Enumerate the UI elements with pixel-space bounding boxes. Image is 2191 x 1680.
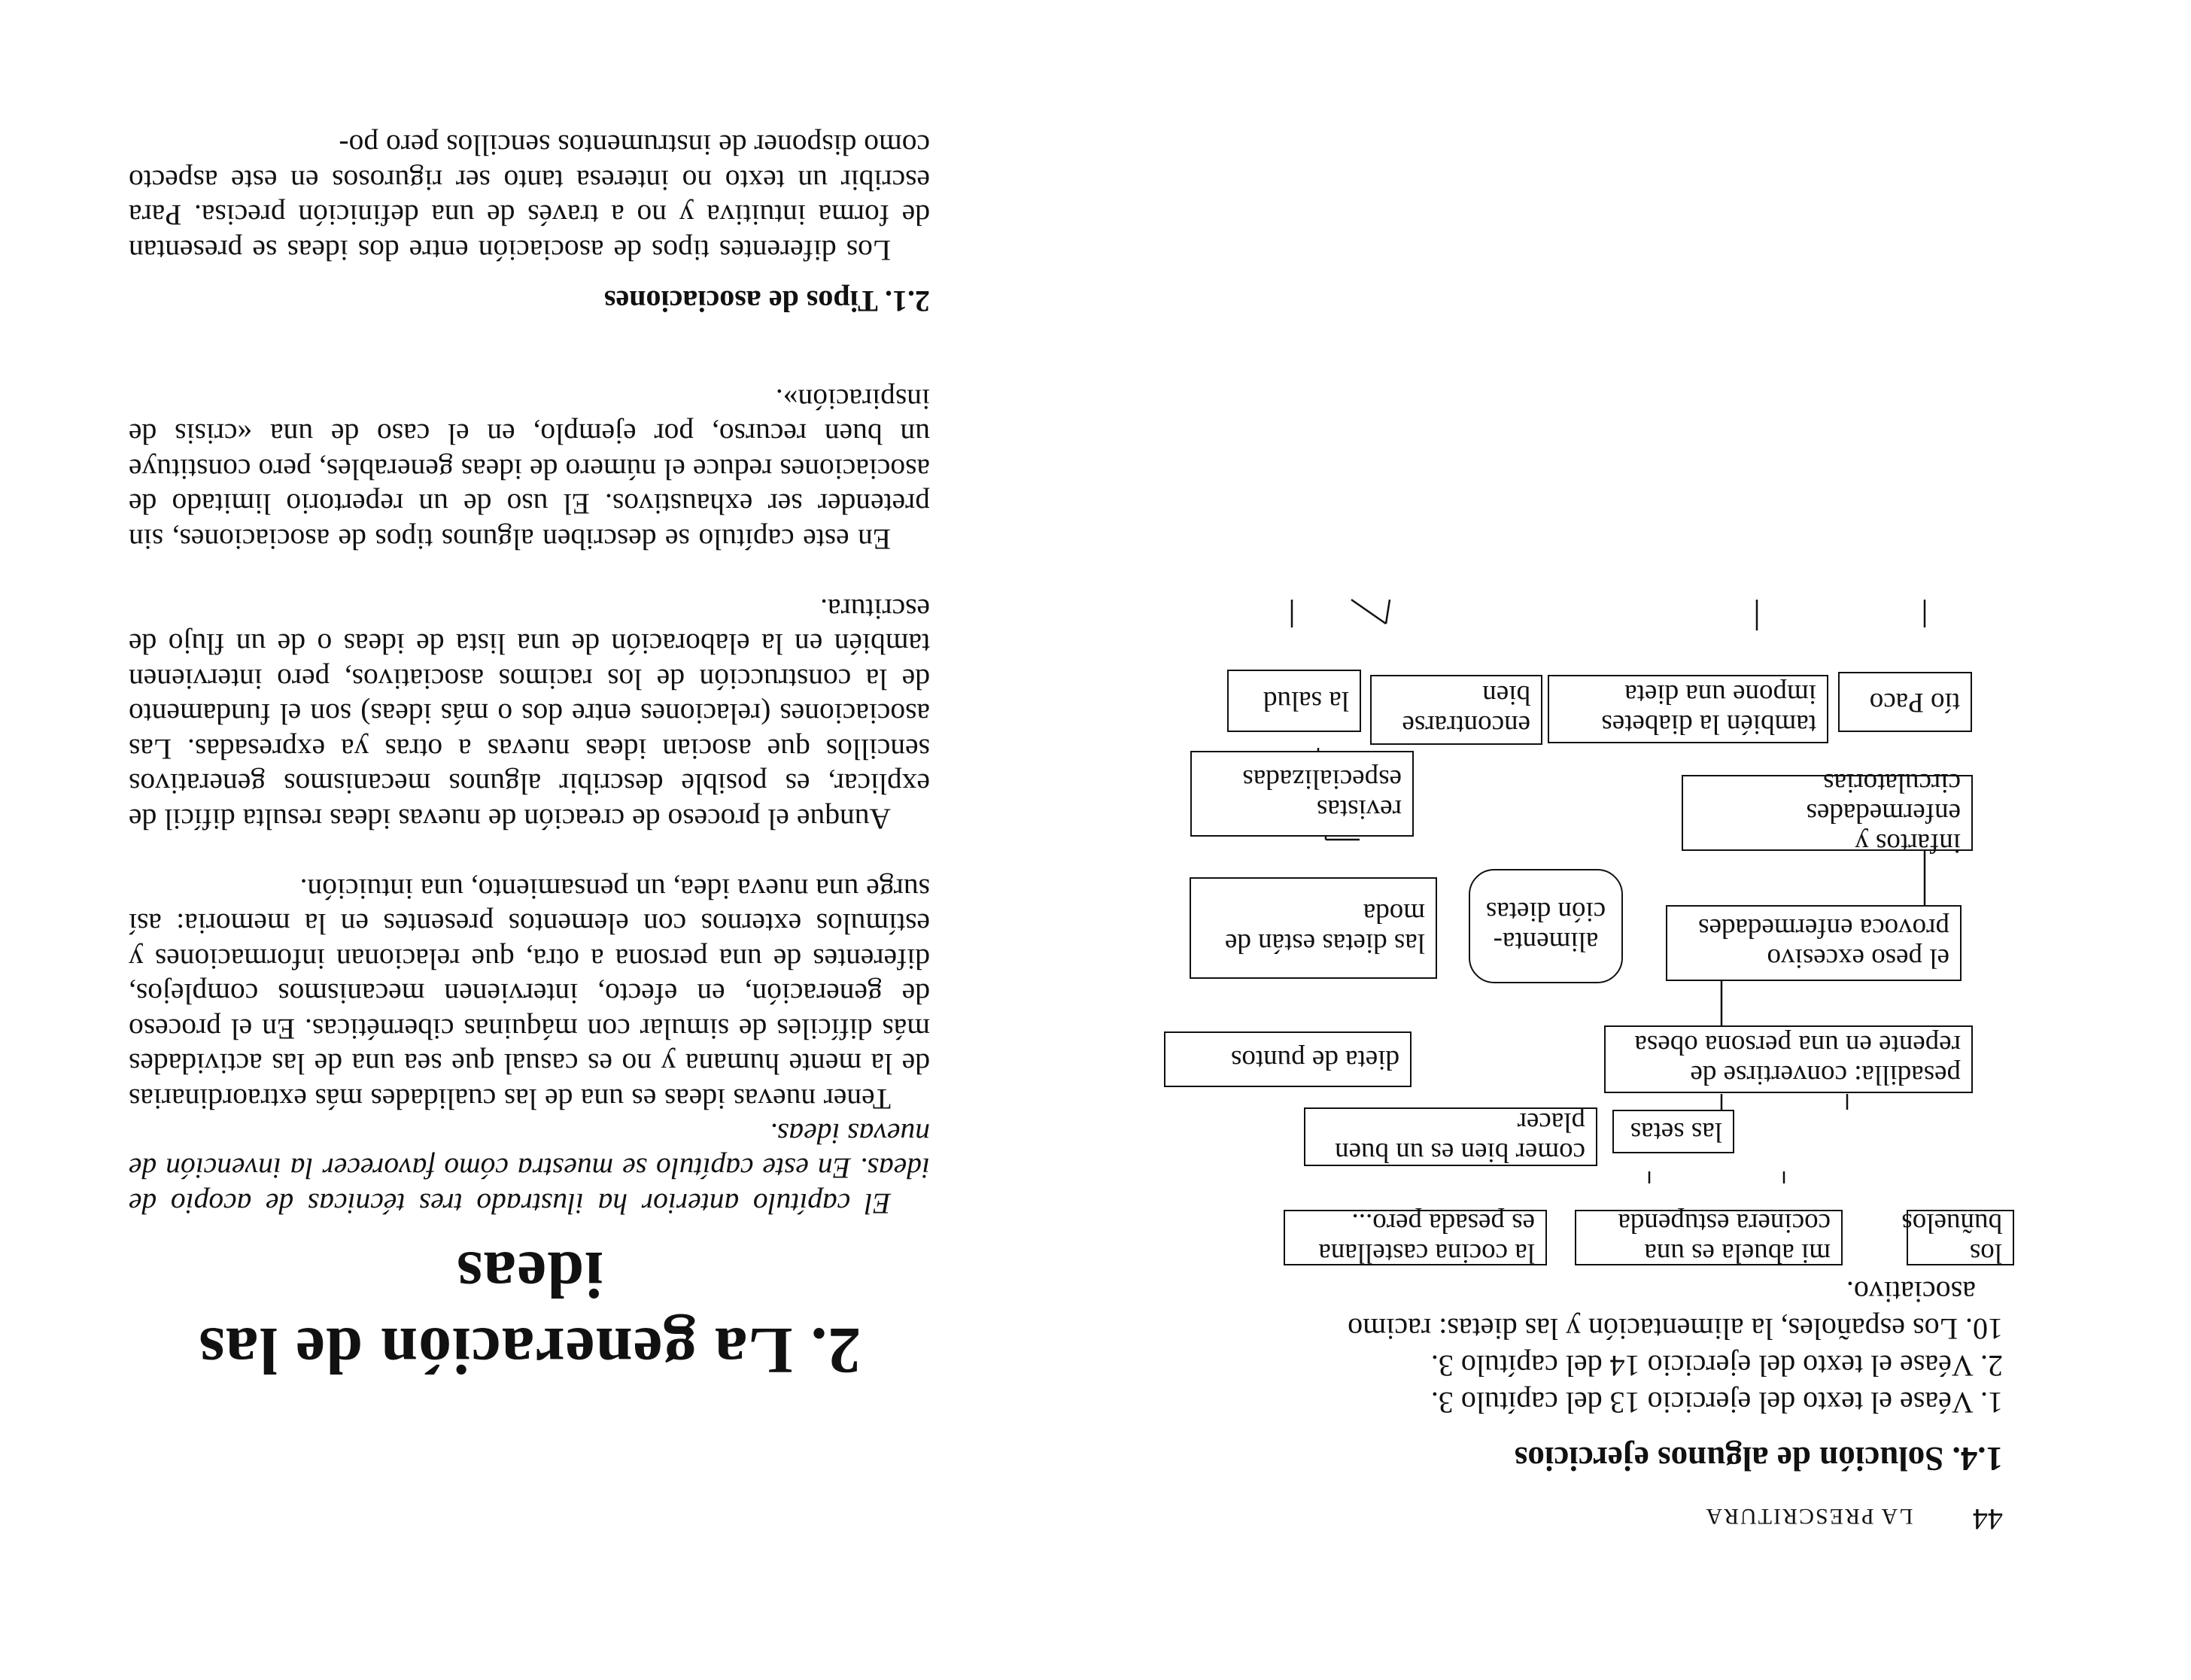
- mind-map-node: comer bien es un buen placer: [1304, 1107, 1597, 1166]
- page-number: 44: [1973, 1502, 2003, 1536]
- body-paragraph: Aunque el proceso de creación de nuevas ideas resulta difícil de explicar, es posible describir algunos mecanismos generativos sencillos que asocian ideas nuevas a otras ya expresadas. Las asociaciones (relaciones entre dos o más ideas) son el fundamento de la construcción de los racimos asociativos, pero intervienen también en la elaboración de una lista de ideas o de un flujo de escritura.: [129, 593, 930, 836]
- mind-map-node: revistas especializadas: [1190, 751, 1414, 837]
- mind-map-connectors: [1096, 0, 2191, 1680]
- mind-map-node: la cocina castellana es pesada pero...: [1284, 1210, 1547, 1265]
- mind-map-node: encontrarse bien: [1370, 675, 1542, 745]
- mind-map-node: infartos y enfermedades circulatorias: [1682, 775, 1973, 851]
- chapter-title: 2. La generación de las ideas: [198, 1238, 862, 1387]
- mind-map-node: tío Paco: [1838, 672, 1972, 732]
- solution-item: 2. Véase el texto del ejercicio 14 del capítulo 3.: [1430, 1349, 2003, 1383]
- connector-line: [1386, 600, 1390, 624]
- connector-line: [1351, 600, 1386, 624]
- body-paragraph: Los diferentes tipos de asociación entre dos ideas se presentan de forma intuitiva y no a través de una definición precisa. Para escribir un texto no interesa tanto ser rigurosos en este aspecto como disponer de instrumentos sencillos pero po-: [129, 129, 930, 267]
- mind-map-center-node: alimenta-ción dietas: [1469, 869, 1623, 983]
- body-paragraph: Tener nuevas ideas es una de las cualidades más extraordinarias de la mente humana y no es casual que sea una de las actividades más difíciles de simular con máquinas cibernéticas. En el proceso de generación, en efecto, intervienen mecanismos complejos, diferentes de una persona a otra, que relacionan informaciones y estímulos externos con elementos presentes en la memoria: así surge una nueva idea, un pensamiento, una intuición.: [129, 873, 930, 1116]
- running-head-title: LA PRESCRITURA: [1704, 1504, 1913, 1529]
- mind-map-node: las dietas están de moda: [1190, 877, 1437, 979]
- mind-map-node: el peso excesivo provoca enfermedades: [1666, 905, 1962, 981]
- left-page: [1096, 0, 2191, 1680]
- mind-map-node: los buñuelos: [1907, 1210, 2014, 1265]
- solution-item: 1. Véase el texto del ejercicio 13 del capítulo 3.: [1430, 1386, 2003, 1420]
- mind-map: [1096, 0, 2191, 1680]
- mind-map-node: las setas: [1612, 1110, 1734, 1153]
- intro-paragraph: El capítulo anterior ha ilustrado tres técnicas de acopio de ideas. En este capítulo se muestra cómo favorecer la invención de nuevas ideas.: [129, 1117, 930, 1220]
- mind-map-node: pesadilla: convertirse de repente en una persona obesa: [1604, 1025, 1973, 1093]
- mind-map-node: también la diabetes impone una dieta: [1548, 675, 1828, 743]
- mind-map-node: dieta de puntos: [1164, 1031, 1412, 1087]
- body-paragraph: En este capítulo se describen algunos tipos de asociaciones, sin pretender ser exhaustivos. El uso de un repertorio limitado de asociaciones reduce el número de ideas generables, pero constituye un buen recurso, por ejemplo, en el caso de una «crisis de inspiración».: [129, 383, 930, 556]
- mind-map-node: mi abuela es una cocinera estupenda: [1575, 1210, 1843, 1265]
- section-title-solutions: 1.4. Solución de algunos ejercicios: [1514, 1440, 2003, 1478]
- solution-item: 10. Los españoles, la alimentación y las dietas: racimo asociativo.: [1348, 1275, 2003, 1346]
- mind-map-node: la salud: [1227, 670, 1361, 732]
- subsection-title: 2.1. Tipos de asociaciones: [603, 284, 930, 318]
